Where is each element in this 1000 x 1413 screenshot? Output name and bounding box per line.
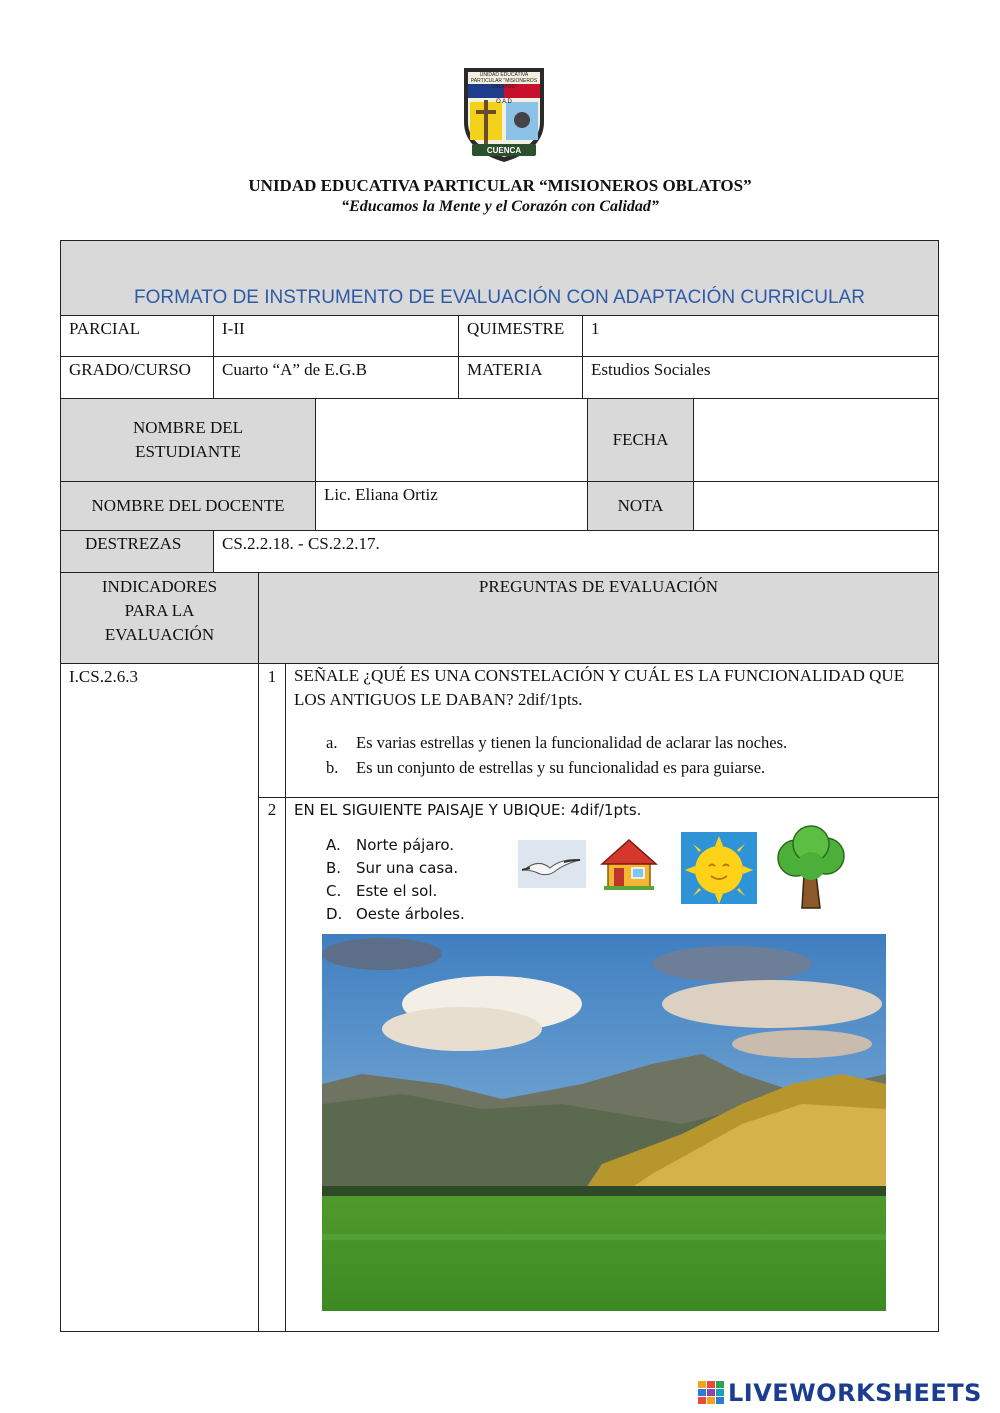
- sun-icon: [681, 832, 757, 904]
- nota-label-text: NOTA: [617, 496, 664, 515]
- destrezas-label: DESTREZAS: [60, 530, 214, 573]
- docente-label-text: NOMBRE DEL DOCENTE: [91, 496, 285, 515]
- question-2-option-a[interactable]: [326, 834, 526, 857]
- grado-label: GRADO/CURSO: [60, 356, 214, 399]
- option-text: Sur una casa.: [356, 859, 459, 877]
- option-text: Es varias estrellas y tienen la funcionalidad de aclarar las noches.: [356, 733, 788, 752]
- fecha-field[interactable]: [693, 398, 939, 482]
- parcial-label: PARCIAL: [60, 315, 214, 357]
- tree-icon: [770, 824, 852, 910]
- indicator-code: I.CS.2.6.3: [60, 663, 259, 1332]
- question-1-text: SEÑALE ¿QUÉ ES UNA CONSTELACIÓN Y CUÁL ES LA FUNCIONALIDAD QUE LOS ANTIGUOS LE DABAN? 2dif/1pts.: [294, 666, 905, 709]
- bird-icon: [518, 840, 586, 888]
- estudiante-label-text: NOMBRE DEL ESTUDIANTE: [132, 418, 244, 461]
- nota-label: [587, 481, 694, 531]
- question-1-option-b[interactable]: [326, 755, 926, 780]
- school-logo: [458, 62, 550, 166]
- question-2-option-d[interactable]: [326, 903, 526, 926]
- landscape-photo: [322, 934, 886, 1311]
- parcial-value: I-II: [213, 315, 459, 357]
- logo-text-top: UNIDAD EDUCATIVA PARTICULAR "MISIONEROS OBLATOS": [470, 72, 538, 90]
- question-2-number: 2: [258, 797, 286, 1332]
- question-1-option-a[interactable]: [326, 730, 926, 755]
- form-title-text: FORMATO DE INSTRUMENTO DE EVALUACIÓN CON ADAPTACIÓN CURRICULAR: [134, 287, 865, 308]
- option-text: Oeste árboles.: [356, 905, 465, 923]
- option-label: a.: [326, 733, 338, 752]
- materia-label: MATERIA: [458, 356, 583, 399]
- option-text: Norte pájaro.: [356, 836, 455, 854]
- quimestre-label: QUIMESTRE: [458, 315, 583, 357]
- option-label: A.: [326, 836, 341, 854]
- destrezas-value: CS.2.2.18. - CS.2.2.17.: [213, 530, 939, 573]
- logo-text-bottom: CUENCA: [486, 146, 522, 155]
- form-title: [60, 240, 939, 316]
- fecha-label: [587, 398, 694, 482]
- question-2-option-c[interactable]: [326, 880, 526, 903]
- nota-field[interactable]: [693, 481, 939, 531]
- question-2-option-b[interactable]: [326, 857, 526, 880]
- liveworksheets-brand[interactable]: [698, 1380, 982, 1406]
- option-text: Este el sol.: [356, 882, 438, 900]
- question-1-number: 1: [258, 663, 286, 798]
- option-label: C.: [326, 882, 342, 900]
- liveworksheets-text: LIVEWORKSHEETS: [728, 1379, 982, 1407]
- question-1: [285, 663, 939, 798]
- liveworksheets-logo-icon: [698, 1381, 724, 1405]
- school-name: UNIDAD EDUCATIVA PARTICULAR “MISIONEROS OBLATOS”: [248, 176, 752, 195]
- logo-text-letters: O A D: [496, 99, 512, 105]
- indicadores-label: INDICADORES PARA LA EVALUACIÓN: [60, 572, 259, 664]
- estudiante-label: [60, 398, 316, 482]
- fecha-label-text: FECHA: [612, 430, 669, 449]
- option-label: b.: [326, 758, 339, 777]
- option-label: B.: [326, 859, 342, 877]
- question-2-text: EN EL SIGUIENTE PAISAJE Y UBIQUE: 4dif/1pts.: [294, 801, 642, 819]
- quimestre-value: 1: [582, 315, 939, 357]
- docente-label: [60, 481, 316, 531]
- school-motto: “Educamos la Mente y el Corazón con Calidad”: [341, 198, 659, 215]
- materia-value: Estudios Sociales: [582, 356, 939, 399]
- house-icon: [600, 836, 658, 892]
- preguntas-label: PREGUNTAS DE EVALUACIÓN: [258, 572, 939, 664]
- docente-value: Lic. Eliana Ortiz: [315, 481, 588, 531]
- question-2: [285, 797, 939, 1332]
- estudiante-field[interactable]: [315, 398, 588, 482]
- option-label: D.: [326, 905, 343, 923]
- grado-value: Cuarto “A” de E.G.B: [213, 356, 459, 399]
- option-text: Es un conjunto de estrellas y su funcionalidad es para guiarse.: [356, 758, 766, 777]
